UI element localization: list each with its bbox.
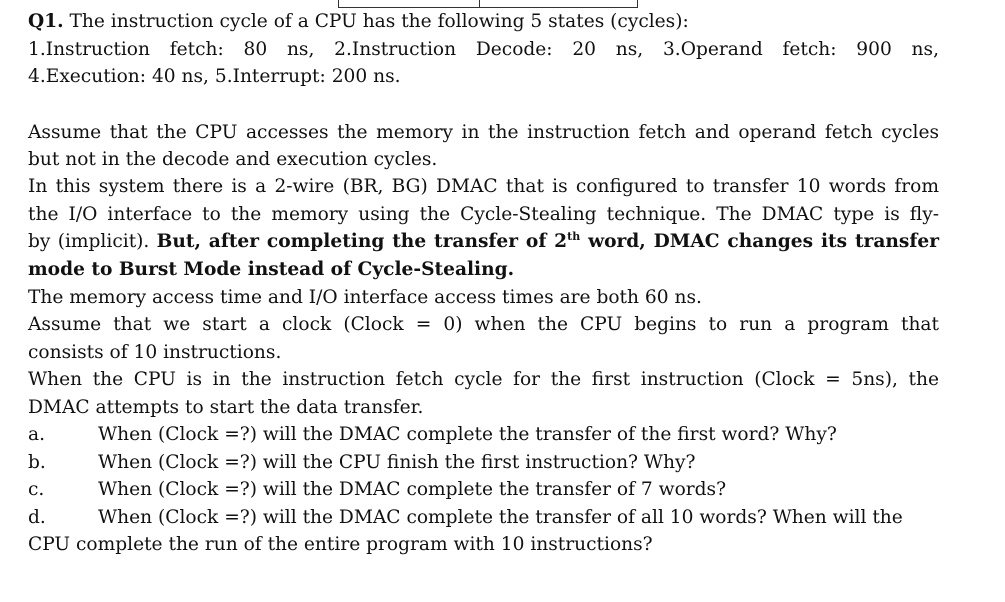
question-number: Q1. xyxy=(28,11,64,32)
paragraph-line: but not in the decode and execution cycles. xyxy=(28,149,438,170)
paragraph-line: In this system there is a 2-wire (BR, BG) DMAC that is configured to transfer 10 words from xyxy=(28,176,939,197)
paragraph-line: Assume that the CPU accesses the memory in the instruction fetch and operand fetch cycles xyxy=(28,122,939,143)
paragraph-line: Assume that we start a clock (Clock = 0) when the CPU begins to run a program that xyxy=(28,314,939,335)
paragraph-line: DMAC attempts to start the data transfer. xyxy=(28,397,424,418)
list-item: b. When (Clock =?) will the CPU finish the first instruction? Why? xyxy=(28,452,696,473)
paragraph-line: consists of 10 instructions. xyxy=(28,342,282,363)
list-item: a. When (Clock =?) will the DMAC complete the transfer of the first word? Why? xyxy=(28,424,837,445)
question-heading xyxy=(28,9,689,35)
states-line-1: 1.Instruction fetch: 80 ns, 2.Instruction Decode: 20 ns, 3.Operand fetch: 900 ns, xyxy=(28,39,939,60)
list-item-continuation: CPU complete the run of the entire program with 10 instructions? xyxy=(28,534,653,555)
list-item: c. When (Clock =?) will the DMAC complete the transfer of 7 words? xyxy=(28,479,727,500)
question-intro: The instruction cycle of a CPU has the following 5 states (cycles): xyxy=(63,11,689,32)
paragraph-line-bold: by (implicit). But, after completing the transfer of 2th word, DMAC changes its transfer xyxy=(28,230,939,252)
table-fragment xyxy=(338,0,638,8)
states-line-2: 4.Execution: 40 ns, 5.Interrupt: 200 ns. xyxy=(28,66,401,87)
paragraph-line: The memory access time and I/O interface access times are both 60 ns. xyxy=(28,287,702,308)
paragraph-line: the I/O interface to the memory using the Cycle-Stealing technique. The DMAC type is fly- xyxy=(28,204,939,225)
list-item: d. When (Clock =?) will the DMAC complete the transfer of all 10 words? When will the xyxy=(28,507,903,528)
paragraph-line: When the CPU is in the instruction fetch cycle for the first instruction (Clock = 5ns), the xyxy=(28,369,939,390)
paragraph-line-bold: mode to Burst Mode instead of Cycle-Stealing. xyxy=(28,259,515,280)
